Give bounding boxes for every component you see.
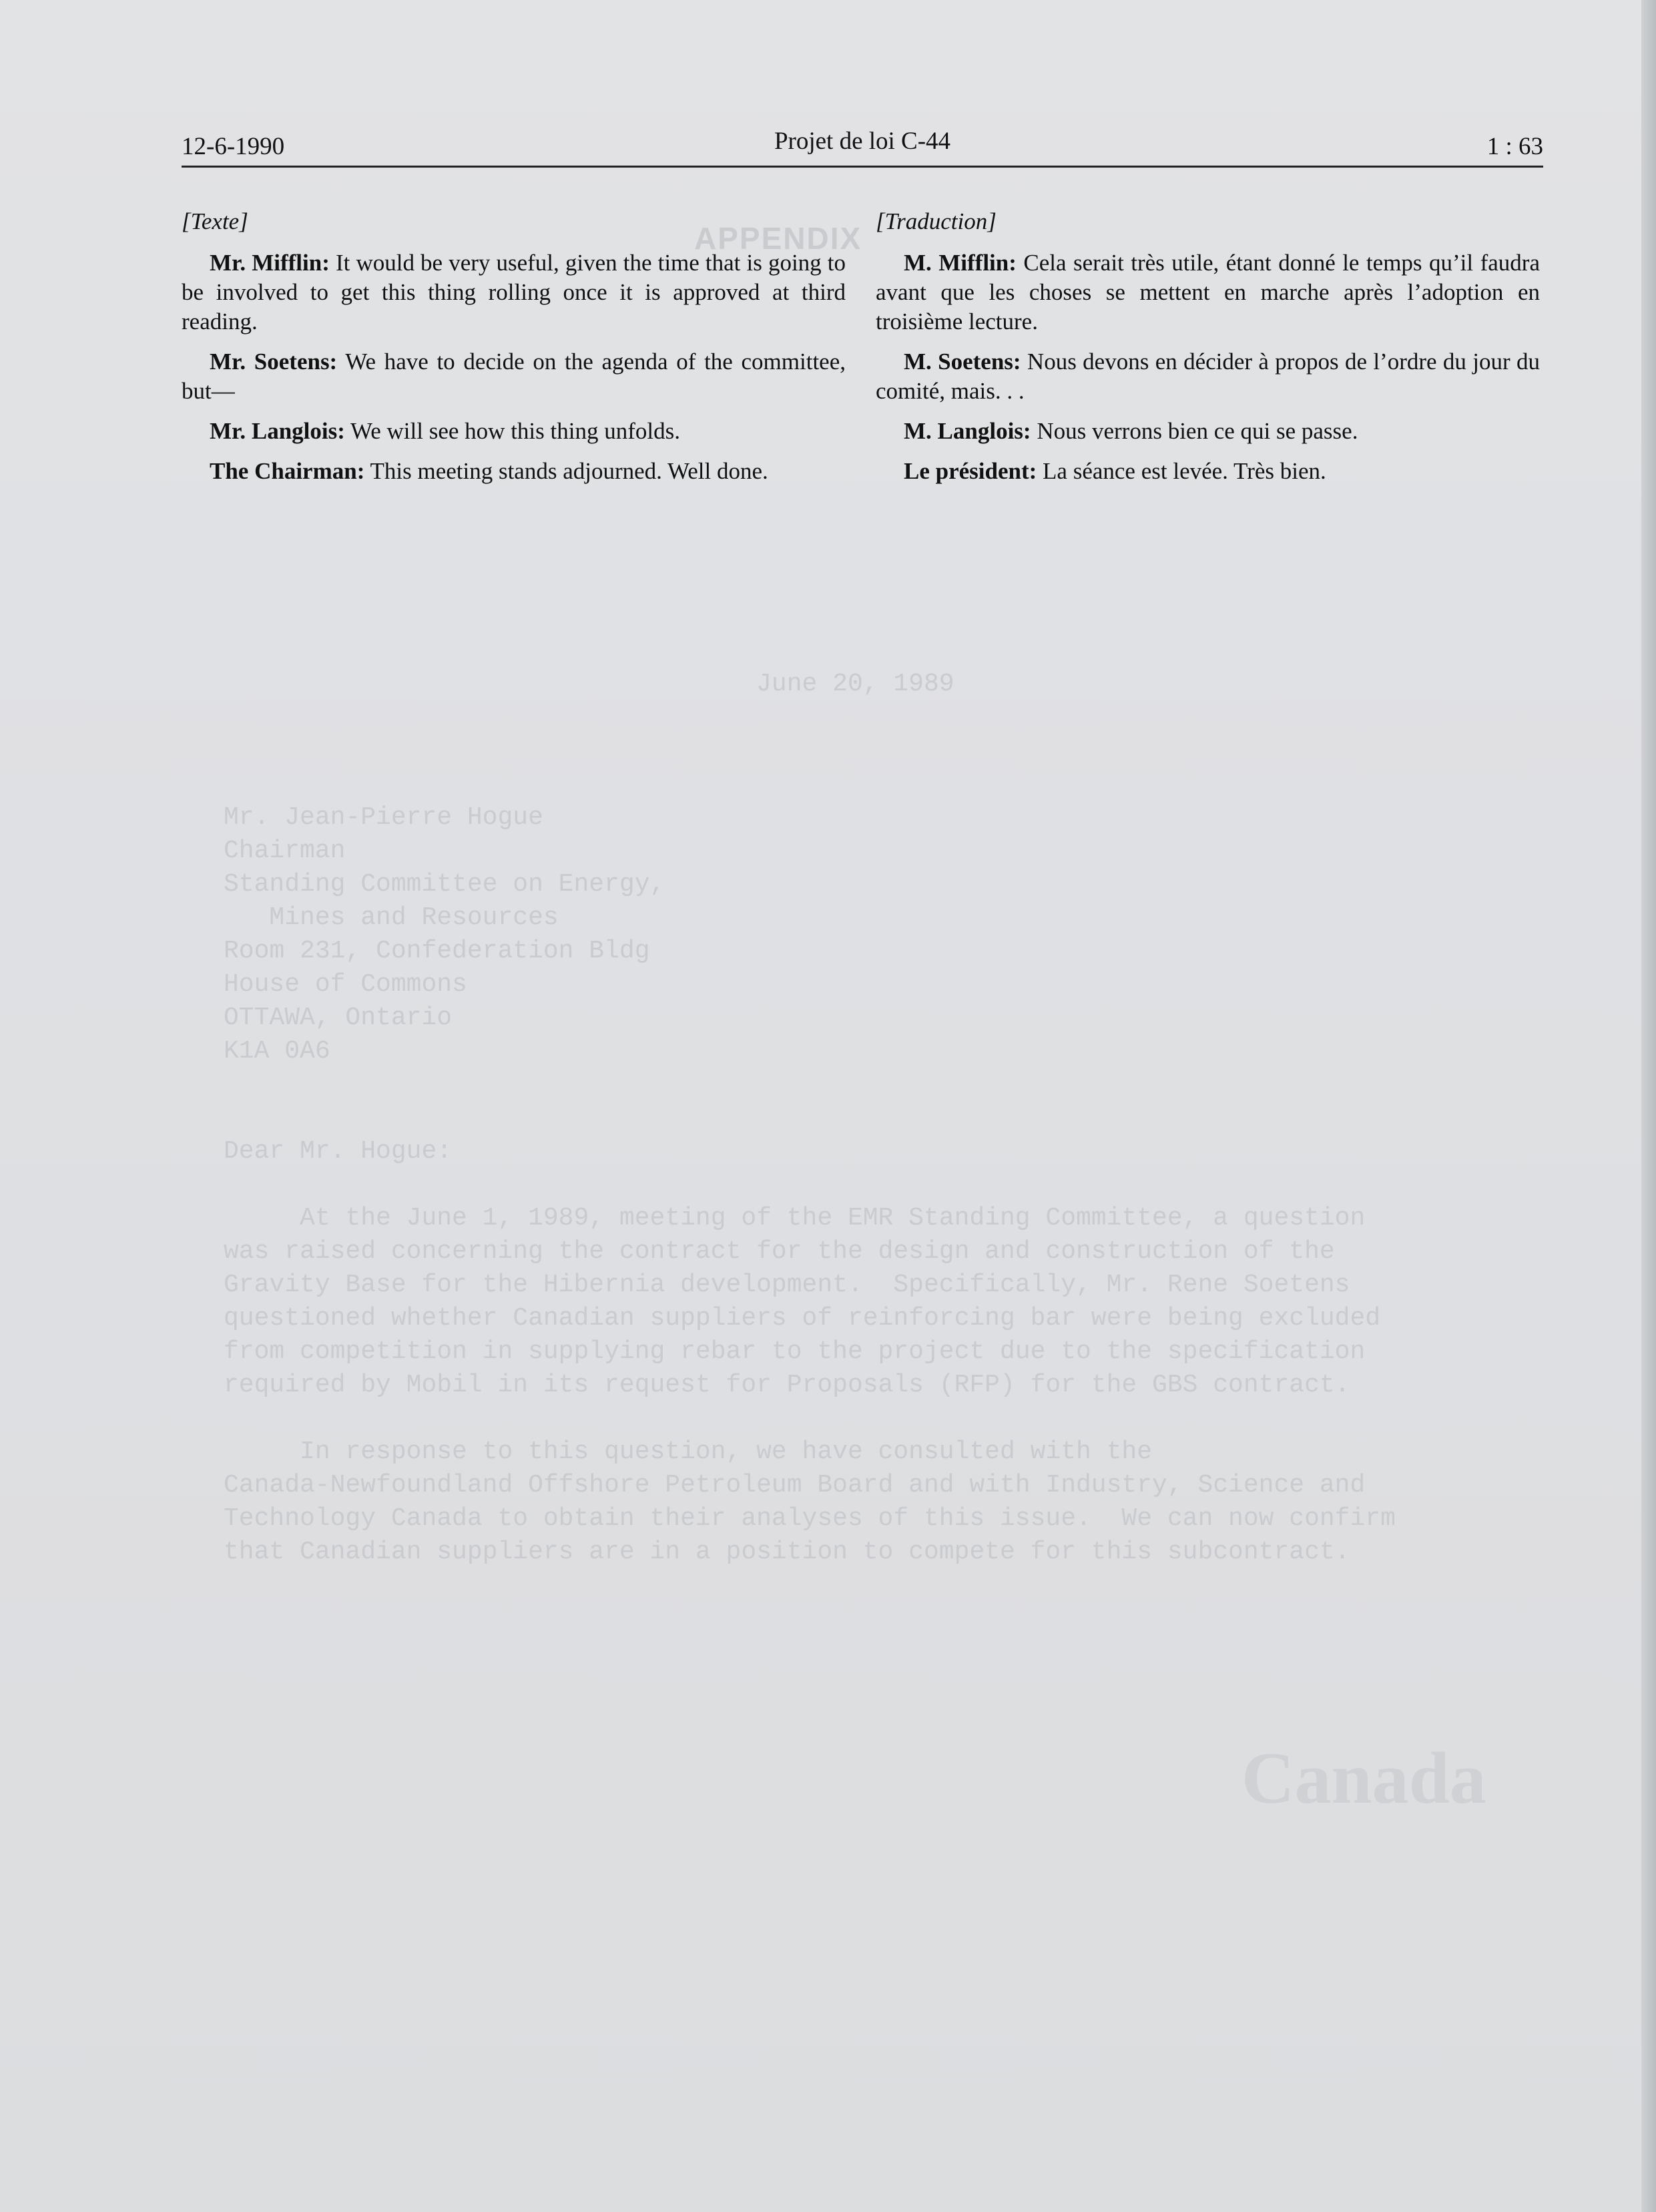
column-label: [Texte] <box>182 208 248 234</box>
transcript-paragraph <box>182 347 846 406</box>
transcript-paragraph <box>182 417 846 446</box>
header-date: 12-6-1990 <box>182 133 285 160</box>
speech-text: Nous devons en décider à propos de l’ordre du jour du comité, mais. . . <box>876 349 1540 404</box>
transcript-paragraph <box>876 417 1540 446</box>
transcript-paragraph <box>876 248 1540 337</box>
page-edge-shadow <box>1641 0 1656 2212</box>
header-title: Projet de loi C-44 <box>774 128 951 155</box>
speaker-name: The Chairman: <box>210 458 365 484</box>
speech-text: Cela serait très utile, étant donné le temps qu’il faudra avant que les choses se mettent en marche après l’adoption en troisième lecture. <box>876 250 1540 335</box>
bleed-through-heading: APPENDIX <box>694 221 862 256</box>
bleed-through-logo: Canada <box>1241 1737 1486 1819</box>
speech-text: We have to decide on the agenda of the committee, but— <box>182 349 846 404</box>
transcript-paragraph <box>876 457 1540 486</box>
speech-text: This meeting stands adjourned. Well done. <box>364 458 768 484</box>
transcript-paragraph <box>876 347 1540 406</box>
page-header <box>182 127 1543 167</box>
speech-text: La séance est levée. Très bien. <box>1037 458 1326 484</box>
header-rule <box>182 166 1543 168</box>
header-page-number: 1 : 63 <box>1486 133 1543 160</box>
speaker-name: Mr. Soetens: <box>210 349 338 375</box>
column-label: [Traduction] <box>876 208 997 234</box>
speech-text: It would be very useful, given the time that is going to be involved to get this thing rolling once it is approved at third reading. <box>182 250 846 335</box>
speaker-name: M. Mifflin: <box>904 250 1017 276</box>
speaker-name: Mr. Mifflin: <box>210 250 330 276</box>
speech-text: Nous verrons bien ce qui se passe. <box>1031 418 1358 444</box>
speaker-name: M. Langlois: <box>904 418 1031 444</box>
english-column <box>182 207 846 497</box>
speaker-name: Mr. Langlois: <box>210 418 345 444</box>
speaker-name: M. Soetens: <box>904 349 1021 375</box>
speaker-name: Le président: <box>904 458 1037 484</box>
speech-text: We will see how this thing unfolds. <box>344 418 680 444</box>
transcript-paragraph <box>182 457 846 486</box>
french-column <box>876 207 1540 497</box>
bleed-through-text: June 20, 1989 Mr. Jean-Pierre Hogue Chairman Standing Committee on Energy, Mines and Resources Room 231, Confederation Bldg House of Commons OTTAWA, Ontario K1A 0A6 Dear Mr. Hogue: At the June 1, 1989, meeting of the EMR Standing Committee, a question was raised concerning the contract for the design and construction of the Gravity Base for the Hibernia development. Specifically, Mr. Rene Soetens questioned whether Canadian suppliers of reinforcing bar were being excluded from competition in supplying rebar to the project due to the specification required by Mobil in its request for Proposals (RFP) for the GBS contract. In response to this question, we have consulted with the Canada-Newfoundland Offshore Petroleum Board and with Industry, Science and Technology Canada to obtain their analyses of this issue. We can now confirm that Canadian suppliers are in a position to compete for this subcontract. <box>224 670 1396 1566</box>
transcript-paragraph <box>182 248 846 337</box>
